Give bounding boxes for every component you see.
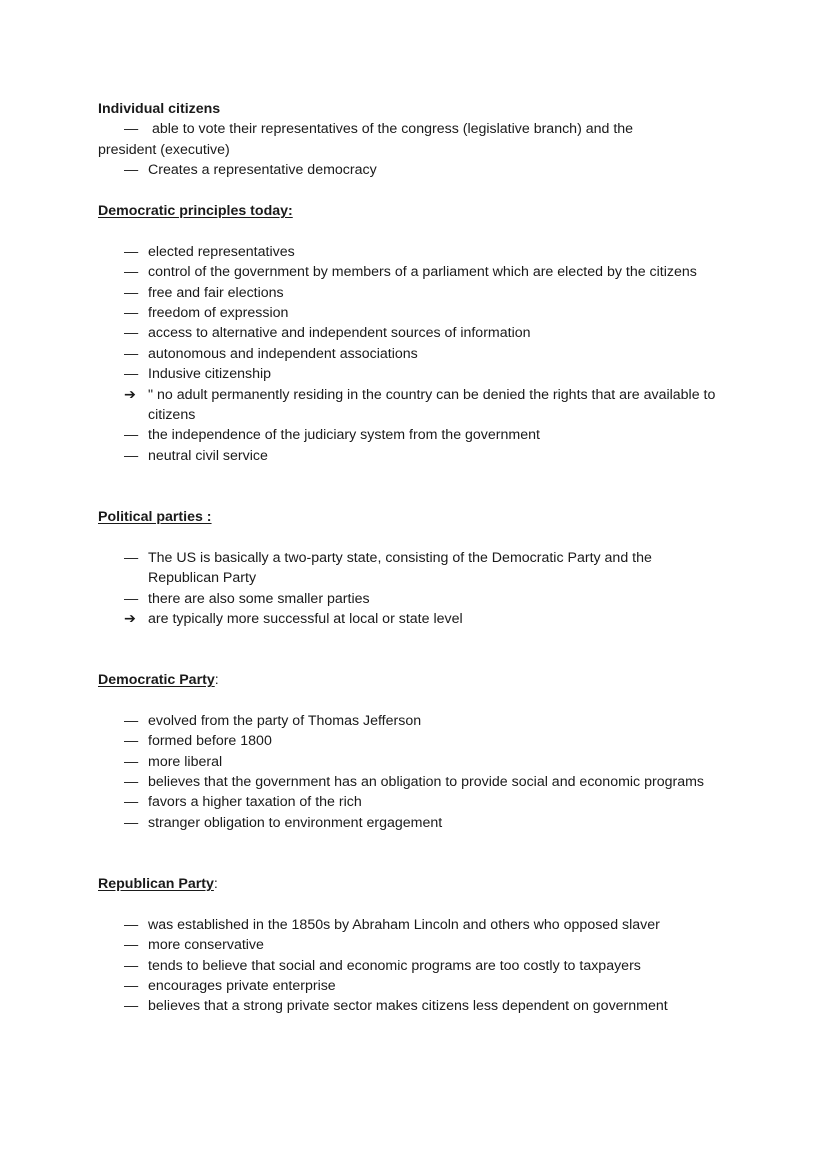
section-heading: Democratic principles today: (98, 203, 293, 219)
list-item-text: stranger obligation to environment ergagement (148, 814, 443, 831)
list-item-text: favors a higher taxation of the rich (148, 794, 362, 811)
dash-bullet: — (124, 978, 139, 995)
list-item-text: free and fair elections (148, 284, 284, 301)
list-item-text: neutral civil service (148, 447, 268, 464)
list-item (98, 752, 718, 772)
list-item-text: freedom of expression (148, 305, 289, 322)
list-item (98, 344, 718, 364)
dash-bullet: — (124, 712, 139, 729)
list-item-continuation: president (executive) (98, 141, 230, 158)
section-heading: Political parties : (98, 509, 212, 525)
list-item-text: elected representatives (148, 243, 295, 260)
list-item (98, 119, 718, 160)
section-democratic-party (98, 670, 718, 833)
section-heading-title: Republican Party (98, 876, 214, 892)
section-individual-citizens (98, 99, 718, 181)
list-item (98, 956, 718, 976)
dash-bullet: — (124, 345, 139, 362)
list-item (98, 160, 718, 180)
list-item-text: access to alternative and independent sources of information (148, 325, 531, 342)
list-item-text: autonomous and independent associations (148, 345, 418, 362)
list-item (98, 303, 718, 323)
list-item (98, 609, 718, 629)
dash-bullet: — (124, 162, 139, 179)
list-item (98, 996, 788, 1016)
list-item-text: there are also some smaller parties (148, 590, 370, 607)
list-item-text: more conservative (148, 937, 264, 954)
list-item (98, 242, 718, 262)
list-item-text: evolved from the party of Thomas Jefferson (148, 712, 422, 729)
dash-bullet: — (124, 549, 139, 566)
section-political-parties (98, 507, 718, 629)
dash-bullet: — (124, 794, 139, 811)
section-republican-party (98, 874, 718, 1017)
dash-bullet: — (124, 284, 139, 301)
list-item-text: Creates a representative democracy (148, 162, 377, 179)
dash-bullet: — (124, 427, 139, 444)
dash-bullet: — (124, 121, 139, 138)
list-item (98, 385, 718, 426)
dash-bullet: — (124, 916, 139, 933)
list-item (98, 935, 718, 955)
list-item (98, 323, 718, 343)
dash-bullet: — (124, 325, 139, 342)
section-heading (98, 670, 718, 690)
list-item (98, 548, 718, 589)
list-item (98, 364, 718, 384)
dash-bullet: — (124, 998, 139, 1015)
list-item (98, 283, 718, 303)
list-item-text: able to vote their representatives of the congress (legislative branch) and the (152, 121, 634, 138)
list-item (98, 772, 718, 792)
list-item-text: encourages private enterprise (148, 978, 336, 995)
dash-bullet: — (124, 447, 139, 464)
list-item-text: more liberal (148, 753, 223, 770)
section-heading: Individual citizens (98, 101, 221, 117)
dash-bullet: — (124, 814, 139, 831)
dash-bullet: — (124, 957, 139, 974)
dash-bullet: — (124, 366, 139, 383)
section-heading-colon: : (213, 876, 218, 892)
list-item-text: was established in the 1850s by Abraham Lincoln and others who opposed slaver (148, 916, 660, 933)
section-heading-title: Democratic Party (98, 672, 215, 688)
list-item-text: believes that a strong private sector makes citizens less dependent on government (148, 998, 668, 1015)
list-item (98, 446, 718, 466)
list-item-text: tends to believe that social and economic programs are too costly to taxpayers (148, 957, 641, 974)
list-item (98, 425, 718, 445)
list-item (98, 731, 718, 751)
dash-bullet: — (124, 753, 139, 770)
list-item (98, 262, 718, 282)
list-item-text: the independence of the judiciary system from the government (148, 427, 540, 444)
list-item-text: are typically more successful at local or state level (148, 611, 463, 628)
list-item (98, 589, 718, 609)
dash-bullet: — (124, 590, 139, 607)
section-heading-colon: : (214, 672, 219, 688)
list-item (98, 711, 718, 731)
section-heading (98, 874, 718, 894)
list-item-text: control of the government by members of a parliament which are elected by the citizens (148, 264, 697, 281)
list-item-text: formed before 1800 (148, 733, 272, 750)
list-item (98, 792, 718, 812)
arrow-right-icon: ➔ (124, 386, 136, 403)
section-democratic-principles (98, 201, 718, 466)
list-item-text: believes that the government has an obligation to provide social and economic programs (148, 774, 705, 791)
dash-bullet: — (124, 243, 139, 260)
list-item-text: The US is basically a two-party state, consisting of the Democratic Party and the Republican Party (148, 549, 652, 587)
arrow-right-icon: ➔ (124, 611, 136, 628)
list-item (98, 915, 718, 935)
list-item-text: Indusive citizenship (148, 366, 272, 383)
dash-bullet: — (124, 264, 139, 281)
dash-bullet: — (124, 305, 139, 322)
list-item (98, 976, 718, 996)
dash-bullet: — (124, 937, 139, 954)
list-item (98, 813, 718, 833)
list-item-text: " no adult permanently residing in the country can be denied the rights that are available to citizens (148, 386, 716, 424)
dash-bullet: — (124, 774, 139, 791)
dash-bullet: — (124, 733, 139, 750)
